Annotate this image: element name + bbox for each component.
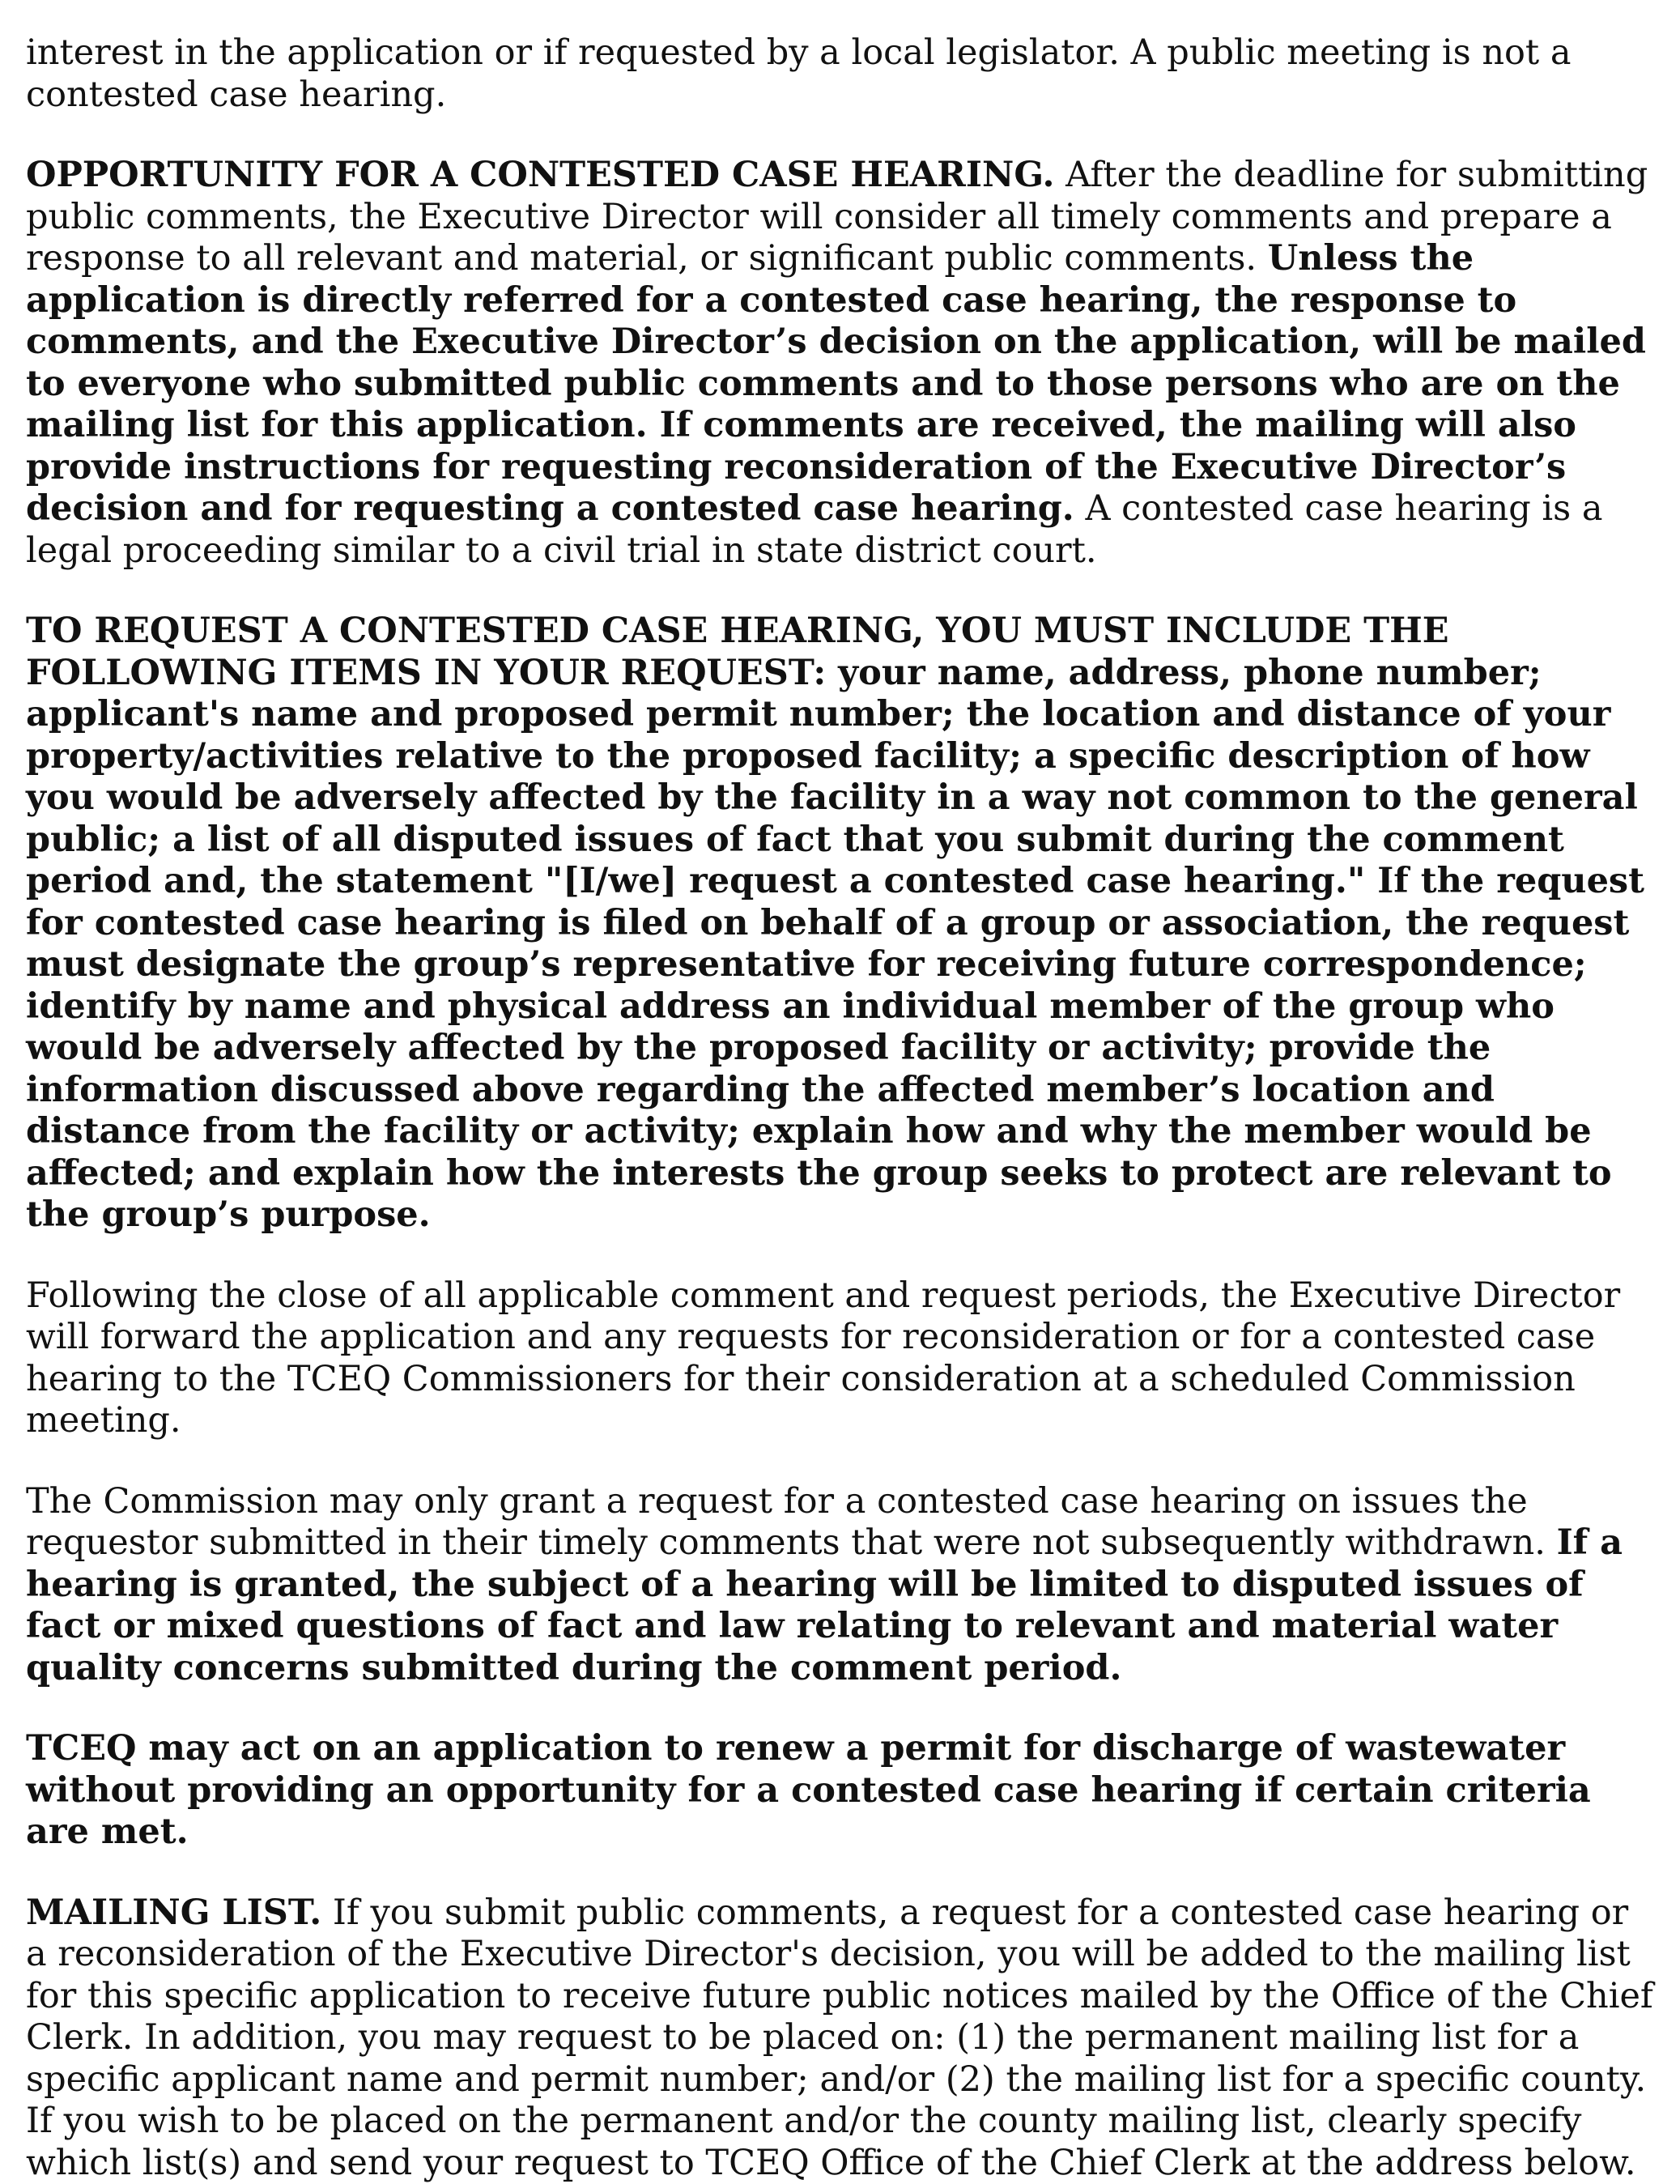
text-run-bold: TCEQ may act on an application to renew a permit for discharge of wastewater without providing an opportunity for a contested case hearing if certain criteria are met. [26,1728,1591,1852]
paragraph-commission-may-grant [26,1481,1653,1690]
text-run: If you submit public comments, a request for a contested case hearing or a reconsideration of the Executive Director's decision, you will be added to the mailing list for this specific application to receive future public notices mailed by the Office of the Chief Clerk. In addition, you may request to be placed on: (1) the permanent mailing list for a specific applicant name and permit number; and/or (2) the mailing list for a specific county. If you wish to be placed on the permanent and/or the county mailing list, clearly specify which list(s) and send your request to TCEQ Office of the Chief Clerk at the address below. [26,1892,1653,2183]
paragraph-tceq-renew-permit [26,1728,1653,1854]
text-run-bold: TO REQUEST A CONTESTED CASE HEARING, YOU MUST INCLUDE THE FOLLOWING ITEMS IN YOUR REQUEST: your name, address, phone number; applicant's name and proposed permit number; the location and distance of your property/activities relative to the proposed facility; a specific description of how you would be adversely affected by the facility in a way not common to the general public; a list of all disputed issues of fact that you submit during the comment period and, the statement "[I/we] request a contested case hearing." If the request for contested case hearing is filed on behalf of a group or association, the request must designate the group’s representative for receiving future correspondence; identify by name and physical address an individual member of the group who would be adversely affected by the proposed facility or activity; provide the information discussed above regarding the affected member’s location and distance from the facility or activity; explain how and why the member would be affected; and explain how the interests the group seeks to protect are relevant to the group’s purpose. [26,611,1644,1235]
text-run: After the deadline for submitting public comments, the Executive Director will consider all timely comments and prepare a response to all relevant and material, or significant public comments. [26,155,1648,279]
text-run: The Commission may only grant a request for a contested case hearing on issues the requestor submitted in their timely comments that were not subsequently withdrawn. [26,1481,1557,1564]
paragraph-to-request-hearing [26,611,1653,1237]
document-page [26,32,1653,2184]
text-run: interest in the application or if requested by a local legislator. A public meeting is not a contested case hearing. [26,32,1572,115]
section-heading-opportunity: OPPORTUNITY FOR A CONTESTED CASE HEARING. [26,155,1054,195]
paragraph-public-meeting-end [26,32,1653,116]
text-run-bold: Unless the application is directly referred for a contested case hearing, the response to comments, and the Executive Director’s decision on the application, will be mailed to everyone who submitted public comments and to those persons who are on the mailing list for this application. If comments are received, the mailing will also provide instructions for requesting reconsideration of the Executive Director’s decision and for requesting a contested case hearing. [26,238,1646,529]
text-run: A contested case hearing is a legal proceeding similar to a civil trial in state district court. [26,488,1603,571]
paragraph-mailing-list [26,1892,1653,2184]
text-run-bold: If a hearing is granted, the subject of a hearing will be limited to disputed issues of fact or mixed questions of fact and law relating to relevant and material water quality concerns submitted during the comment period. [26,1522,1623,1688]
paragraph-following-close [26,1275,1653,1442]
text-run: Following the close of all applicable comment and request periods, the Executive Director will forward the application and any requests for reconsideration or for a contested case hearing to the TCEQ Commissioners for their consideration at a scheduled Commission meeting. [26,1275,1620,1441]
paragraph-opportunity-contested-case-hearing [26,155,1653,572]
section-heading-mailing-list: MAILING LIST. [26,1892,321,1933]
